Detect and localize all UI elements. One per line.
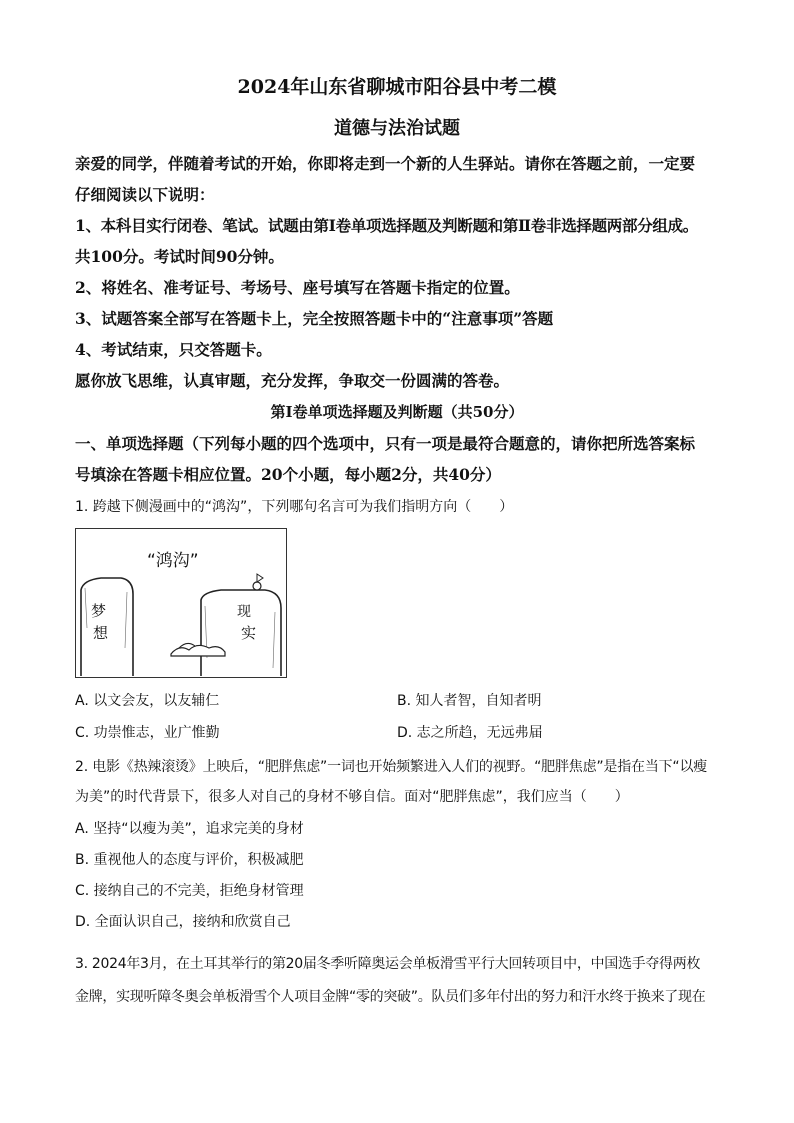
q2-option-c: C. 接纳自己的不完美，拒绝身材管理 bbox=[75, 883, 304, 899]
q2-option-a: A. 坚持“以瘦为美”，追求完美的身材 bbox=[75, 821, 304, 837]
intro-line: 3、试题答案全部写在答题卡上，完全按照答题卡中的“注意事项”答题 bbox=[75, 309, 554, 328]
q1-option-a: A. 以文会友，以友辅仁 bbox=[75, 693, 220, 709]
question-2-stem-line: 为美”的时代背景下，很多人对自己的身材不够自信。面对“肥胖焦虑”，我们应当（ ） bbox=[75, 789, 629, 805]
intro-line: 4、考试结束，只交答题卡。 bbox=[75, 340, 272, 359]
intro-line: 共100分。考试时间90分钟。 bbox=[75, 247, 284, 266]
cartoon-dream-label-1: 梦 bbox=[91, 602, 107, 620]
question-3-stem-line: 3. 2024年3月，在土耳其举行的第20届冬季听障奥运会单板滑雪平行大回转项目中，中国选手夺得两枚 bbox=[75, 956, 701, 972]
question-2-stem-line: 2. 电影《热辣滚烫》上映后，“肥胖焦虑”一词也开始频繁进入人们的视野。“肥胖焦虑”是指在当下“以瘦 bbox=[75, 759, 708, 775]
cartoon-reality-label-1: 现 bbox=[237, 604, 251, 620]
question-1-stem: 1. 跨越下侧漫画中的“鸿沟”，下列哪句名言可为我们指明方向（ ） bbox=[75, 499, 514, 515]
cartoon-caption: “鸿沟” bbox=[147, 551, 199, 571]
exam-title: 2024年山东省聊城市阳谷县中考二模 bbox=[237, 76, 557, 98]
cartoon-image bbox=[75, 528, 287, 678]
question-3-stem-line: 金牌，实现听障冬奥会单板滑雪个人项目金牌“零的突破”。队员们多年付出的努力和汗水终于换来了现在 bbox=[75, 989, 706, 1005]
cartoon-dream-label-2: 想 bbox=[93, 624, 109, 642]
q1-option-b: B. 知人者智，自知者明 bbox=[397, 693, 542, 709]
q2-option-d: D. 全面认识自己，接纳和欣赏自己 bbox=[75, 914, 291, 930]
part-instruction-line: 号填涂在答题卡相应位置。20个小题，每小题2分，共40分） bbox=[75, 465, 501, 484]
q1-option-c: C. 功崇惟志，业广惟勤 bbox=[75, 725, 220, 741]
intro-line: 仔细阅读以下说明： bbox=[75, 185, 215, 204]
q2-option-b: B. 重视他人的态度与评价，积极减肥 bbox=[75, 852, 304, 868]
cartoon-reality-label-2: 实 bbox=[241, 624, 257, 642]
intro-line: 愿你放飞思维，认真审题，充分发挥，争取交一份圆满的答卷。 bbox=[75, 371, 510, 390]
intro-line: 1、本科目实行闭卷、笔试。试题由第Ⅰ卷单项选择题及判断题和第Ⅱ卷非选择题两部分组成。 bbox=[75, 216, 699, 235]
section-heading: 第Ⅰ卷单项选择题及判断题（共50分） bbox=[270, 403, 524, 421]
intro-line: 亲爱的同学，伴随着考试的开始，你即将走到一个新的人生驿站。请你在答题之前，一定要 bbox=[75, 154, 696, 173]
exam-subtitle: 道德与法治试题 bbox=[334, 118, 460, 139]
q1-option-d: D. 志之所趋，无远弗届 bbox=[397, 725, 543, 741]
part-instruction-line: 一、单项选择题（下列每小题的四个选项中，只有一项是最符合题意的，请你把所选答案标 bbox=[75, 434, 696, 453]
intro-line: 2、将姓名、准考证号、考场号、座号填写在答题卡指定的位置。 bbox=[75, 278, 520, 297]
